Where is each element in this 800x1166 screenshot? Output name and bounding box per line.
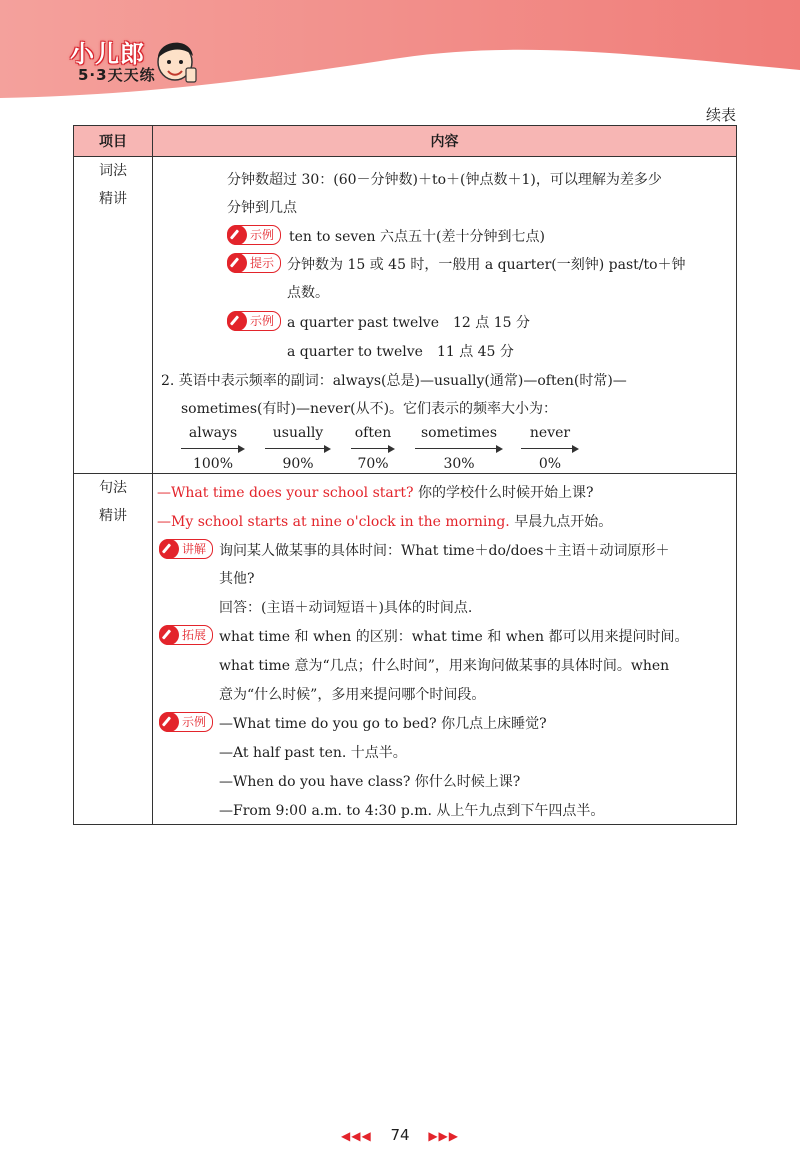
frequency-item: often 70%	[351, 425, 395, 473]
example-text: a quarter to twelve 11 点 45 分	[287, 344, 514, 360]
tip-tag: 提示	[227, 253, 281, 273]
explanation-tag: 讲解	[159, 539, 213, 559]
row-label-vocabulary: 词法 精讲	[74, 157, 153, 474]
vocabulary-content-cell	[153, 157, 737, 474]
expansion-text: 意为“什么时候”，多用来提问哪个时间段。	[219, 687, 486, 703]
point-2-text: 2. 英语中表示频率的副词：always(总是)—usually(通常)—often(时常)—	[161, 373, 627, 389]
expansion-text: what time 和 when 的区别：what time 和 when 都可以用来提问时间。	[219, 629, 689, 645]
point-2-text: sometimes(有时)—never(从不)。它们表示的频率大小为：	[181, 401, 558, 417]
dialog-line: —My school starts at nine o'clock in the morning. 早晨九点开始。	[157, 514, 613, 530]
example-tag: 示例	[227, 311, 281, 331]
explanation-text: 询问某人做某事的具体时间：What time＋do/does＋主语＋动词原形＋	[219, 543, 670, 559]
expansion-tag: 拓展	[159, 625, 213, 645]
rule-text: 分钟数超过 30：(60－分钟数)＋to＋(钟点数＋1)，可以理解为差多少	[227, 172, 662, 188]
content-table	[73, 125, 737, 825]
example-dialog-line: —When do you have class? 你什么时候上课?	[219, 774, 521, 790]
page-footer	[0, 1126, 800, 1144]
pen-icon	[227, 253, 247, 273]
pen-icon	[227, 311, 247, 331]
example-tag: 示例	[227, 225, 281, 245]
pen-icon	[159, 712, 179, 732]
page-number: 74	[390, 1126, 410, 1144]
arrow-icon	[351, 445, 395, 453]
pen-icon	[159, 625, 179, 645]
frequency-item: never 0%	[521, 425, 579, 473]
table-row	[74, 474, 737, 825]
arrow-icon	[415, 445, 503, 453]
expansion-text: what time 意为“几点；什么时间”，用来询问做某事的具体时间。when	[219, 658, 670, 674]
table-row	[74, 157, 737, 474]
example-dialog-line: —What time do you go to bed? 你几点上床睡觉?	[219, 716, 547, 732]
example-tag: 示例	[159, 712, 213, 732]
frequency-item: sometimes 30%	[415, 425, 503, 473]
explanation-text: 回答：(主语＋动词短语＋)具体的时间点.	[219, 600, 473, 616]
frequency-item: usually 90%	[265, 425, 331, 473]
table-header-row	[74, 126, 737, 157]
rule-text: 分钟到几点	[227, 200, 297, 216]
continued-table-label: 续表	[706, 106, 737, 124]
column-header-content: 内容	[153, 126, 737, 157]
dialog-line: —What time does your school start? 你的学校什么时候开始上课?	[157, 485, 594, 501]
mascot-boy-icon	[150, 32, 200, 88]
tip-text: 分钟数为 15 或 45 时，一般用 a quarter(一刻钟) past/to＋钟	[287, 257, 686, 273]
next-arrows-icon: ▶▶▶	[428, 1129, 460, 1143]
syntax-content-cell	[153, 474, 737, 825]
pen-icon	[159, 539, 179, 559]
pen-icon	[227, 225, 247, 245]
brand-subtitle: 5·3天天练	[78, 66, 156, 84]
example-text: a quarter past twelve 12 点 15 分	[287, 315, 530, 331]
prev-arrows-icon: ◀◀◀	[340, 1129, 372, 1143]
brand-title: 小儿郎	[70, 40, 145, 68]
arrow-icon	[521, 445, 579, 453]
arrow-icon	[265, 445, 331, 453]
frequency-item: always 100%	[181, 425, 245, 473]
arrow-icon	[181, 445, 245, 453]
example-text: ten to seven 六点五十(差十分钟到七点)	[289, 229, 545, 245]
tip-text: 点数。	[287, 285, 329, 301]
row-label-syntax: 句法 精讲	[74, 474, 153, 825]
example-dialog-line: —At half past ten. 十点半。	[219, 745, 407, 761]
column-header-item: 项目	[74, 126, 153, 157]
example-dialog-line: —From 9:00 a.m. to 4:30 p.m. 从上午九点到下午四点半。	[219, 803, 605, 819]
explanation-text: 其他?	[219, 571, 255, 587]
